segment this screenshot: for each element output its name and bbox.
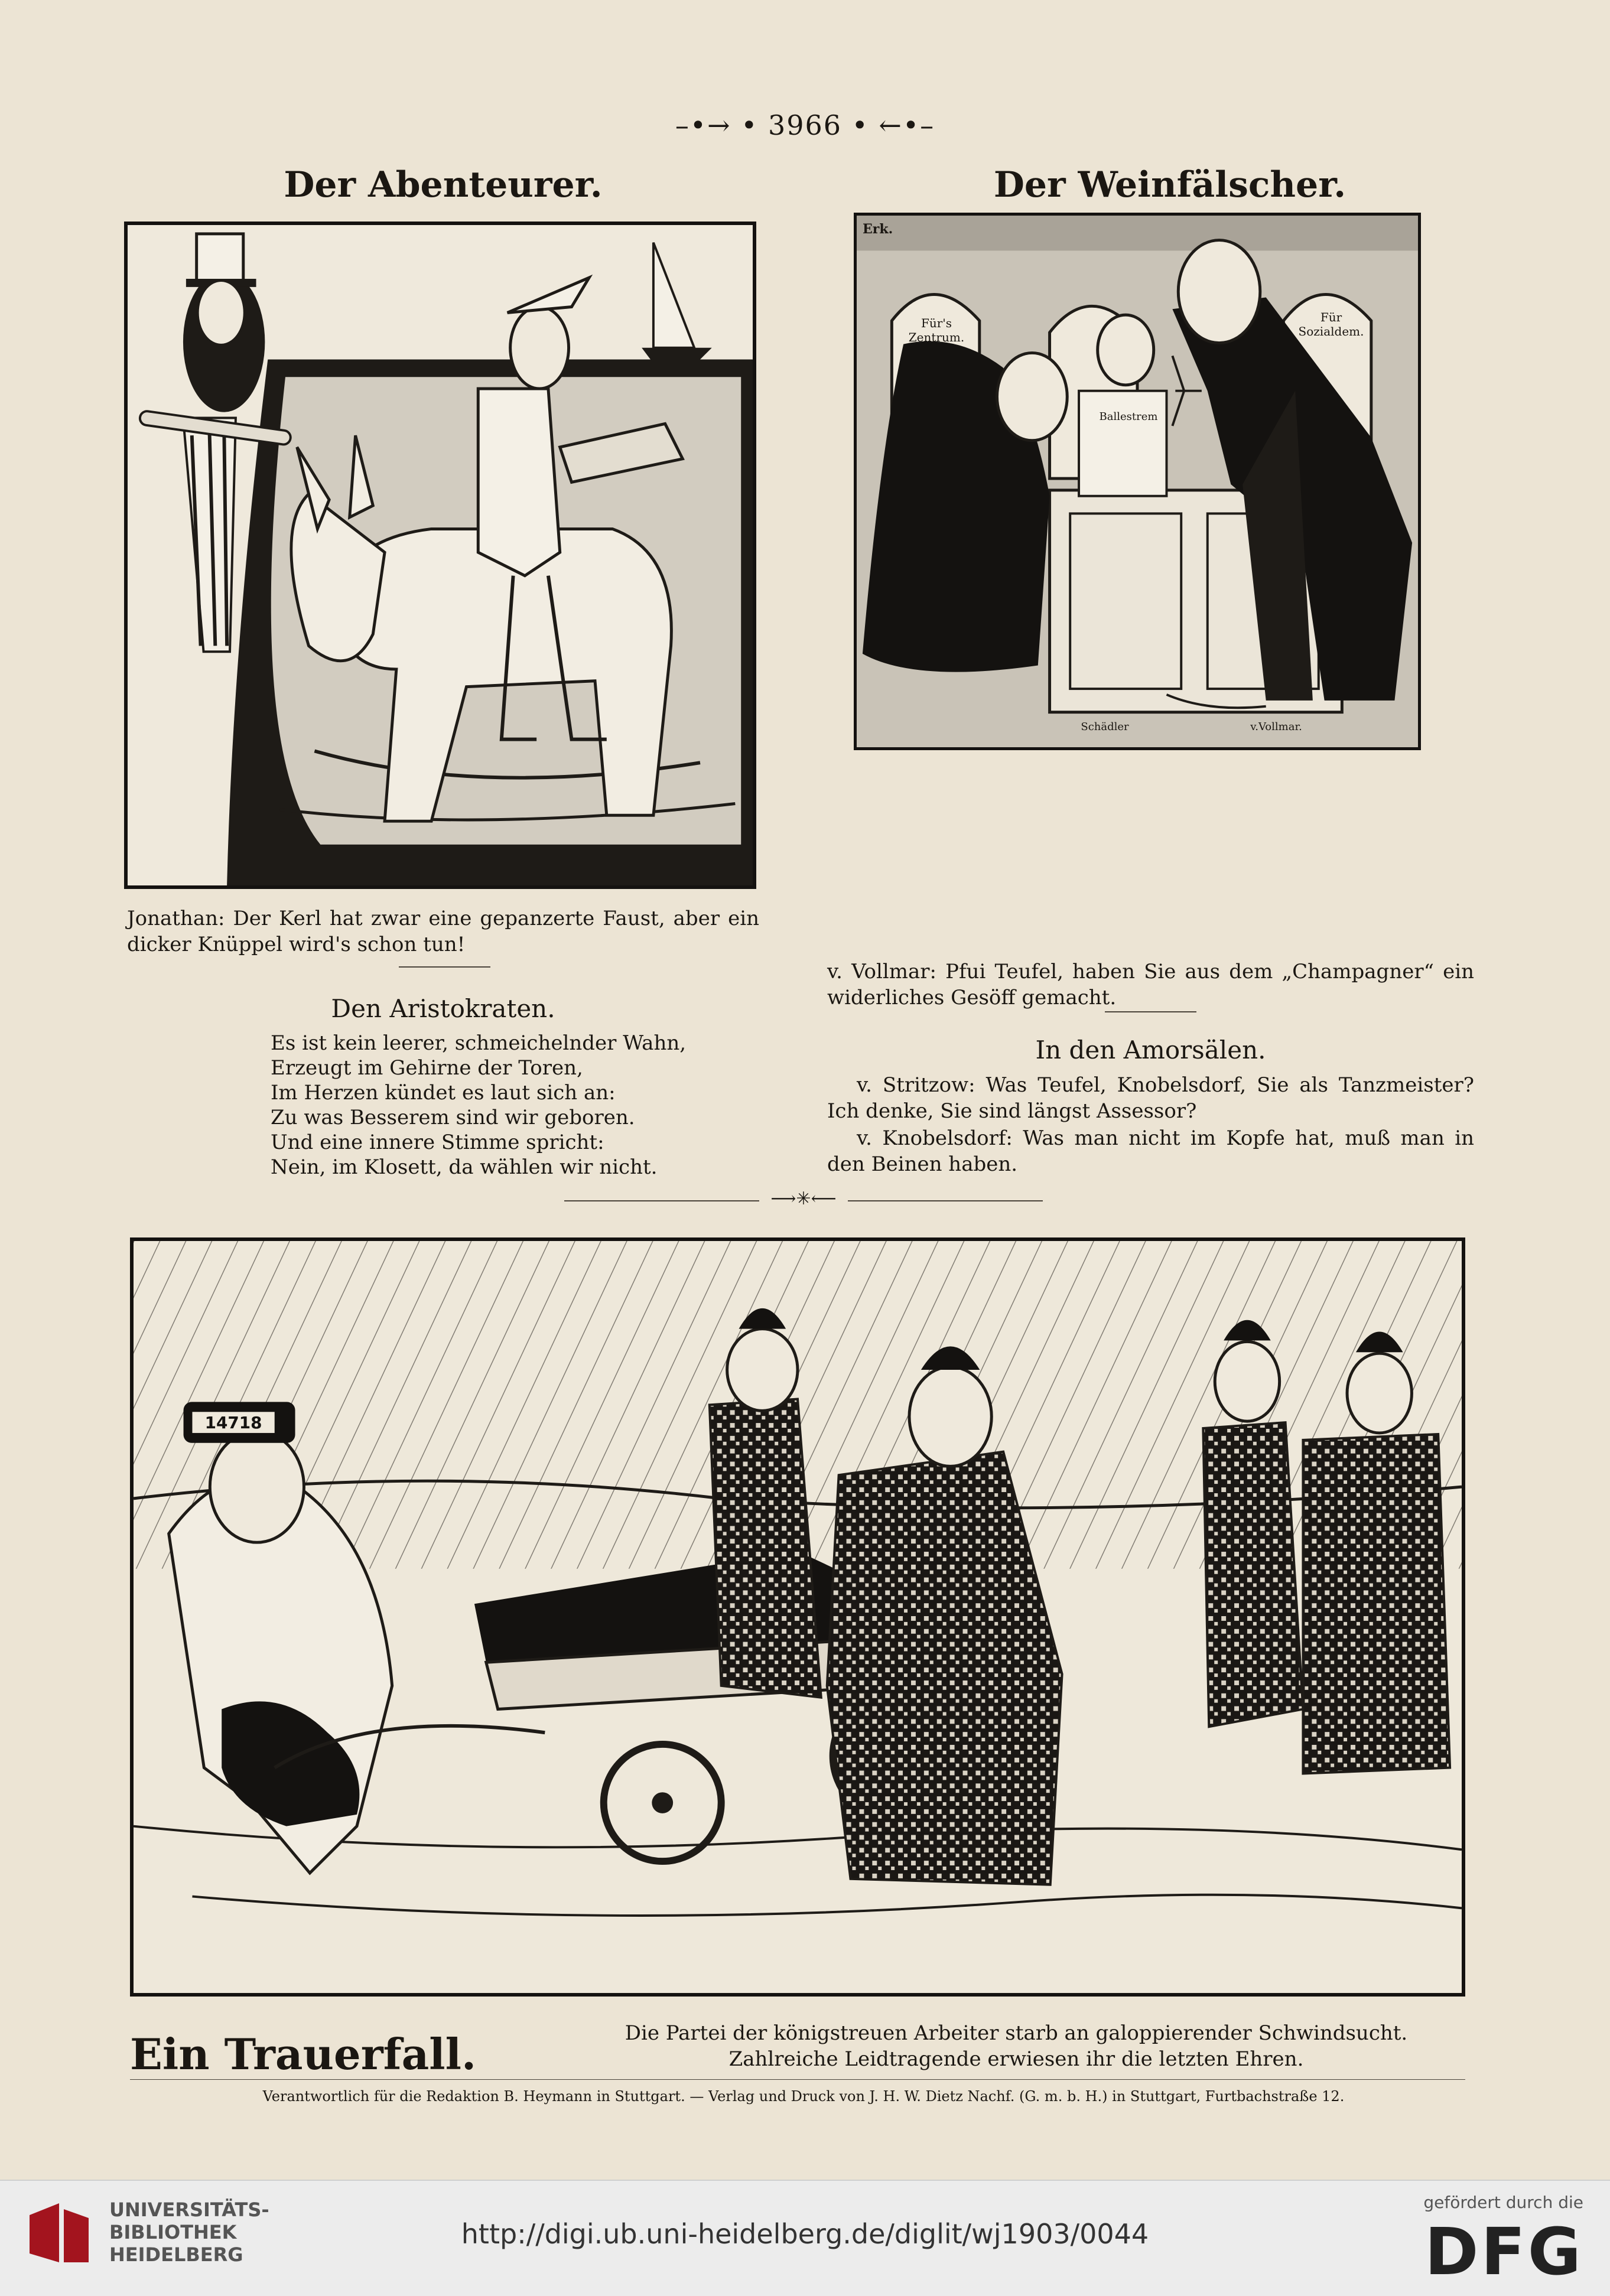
label-ballestrem: Ballestrem	[1099, 411, 1158, 423]
poem-title: Den Aristokraten.	[331, 994, 555, 1023]
label-sozialdem: Für Sozialdem.	[1298, 310, 1364, 338]
cartoon-bottom-drawing	[134, 1241, 1462, 1993]
label-zentrum: Für's Zentrum.	[908, 316, 965, 344]
poem-body	[271, 1031, 687, 1180]
footer-rule	[130, 2079, 1465, 2080]
cartoon-right-title: Der Weinfälscher.	[993, 164, 1346, 206]
poem-line: Zu was Besserem sind wir geboren.	[271, 1106, 635, 1129]
cartoon-bottom-caption: Die Partei der königstreuen Arbeiter starb an galoppierender Schwindsucht. Zahlreiche Leidtragende erwiesen ihr die letzten Ehren.	[625, 2021, 1408, 2071]
source-url[interactable]: http://digi.ub.uni-heidelberg.de/diglit/wj1903/0044	[461, 2218, 1149, 2250]
imprint: Verantwortlich für die Redaktion B. Heymann in Stuttgart. — Verlag und Druck von J. H. W. Dietz Nachf. (G. m. b. H.) in Stuttgart, Furtbachstraße 12.	[262, 2088, 1345, 2105]
page-number: 3966	[767, 109, 843, 141]
funded-by-label: gefördert durch die	[1423, 2193, 1583, 2212]
poem-line: Und eine innere Stimme spricht:	[271, 1131, 604, 1154]
page-number-line	[674, 109, 936, 141]
ornament-left: –•→ •	[675, 109, 768, 141]
divider	[848, 1200, 1043, 1201]
library-name-line: HEIDELBERG	[109, 2243, 243, 2266]
poem-line: Nein, im Klosett, da wählen wir nicht.	[271, 1155, 658, 1179]
library-name-line: BIBLIOTHEK	[109, 2221, 237, 2243]
divider-ornament: ⟶✳⟵	[770, 1188, 837, 1209]
dialogue-line: v. Knobelsdorf: Was man nicht im Kopfe hat, muß man in den Beinen haben.	[827, 1126, 1474, 1176]
divider	[1105, 1011, 1196, 1012]
label-schaedler: Schädler	[1081, 721, 1129, 733]
dialogue-title: In den Amorsälen.	[1035, 1035, 1266, 1064]
dialogue-line: v. Stritzow: Was Teufel, Knobelsdorf, Sie als Tanzmeister? Ich denke, Sie sind längst Assessor?	[827, 1073, 1474, 1123]
cartoon-bottom-title: Ein Trauerfall.	[130, 2029, 477, 2079]
cartoon-right-drawing	[857, 216, 1418, 747]
cartoon-left-title: Der Abenteurer.	[284, 164, 603, 206]
artist-signature: Erk.	[863, 222, 893, 237]
dfg-logo: DFG	[1424, 2214, 1583, 2290]
cap-number: 14718	[204, 1413, 262, 1432]
divider	[399, 966, 490, 968]
library-name-line: UNIVERSITÄTS-	[109, 2199, 269, 2221]
cartoon-left-caption: Jonathan: Der Kerl hat zwar eine gepanzerte Faust, aber ein dicker Knüppel wird's schon tun!	[127, 907, 759, 956]
cartoon-bottom-illustration	[130, 1237, 1465, 1997]
cartoon-right-illustration	[854, 213, 1421, 750]
poem-line: Im Herzen kündet es laut sich an:	[271, 1081, 616, 1105]
divider	[564, 1200, 759, 1201]
cartoon-left-drawing	[128, 225, 753, 885]
cartoon-right-caption: v. Vollmar: Pfui Teufel, haben Sie aus dem „Champagner“ ein widerliches Gesöff gemacht.	[827, 960, 1474, 1009]
poem-line: Es ist kein leerer, schmeichelnder Wahn,	[271, 1031, 687, 1055]
label-vollmar: v.Vollmar.	[1250, 721, 1302, 733]
poem-line: Erzeugt im Gehirne der Toren,	[271, 1056, 583, 1080]
cartoon-left-illustration	[124, 222, 756, 889]
ornament-right: • ←•–	[842, 109, 935, 141]
